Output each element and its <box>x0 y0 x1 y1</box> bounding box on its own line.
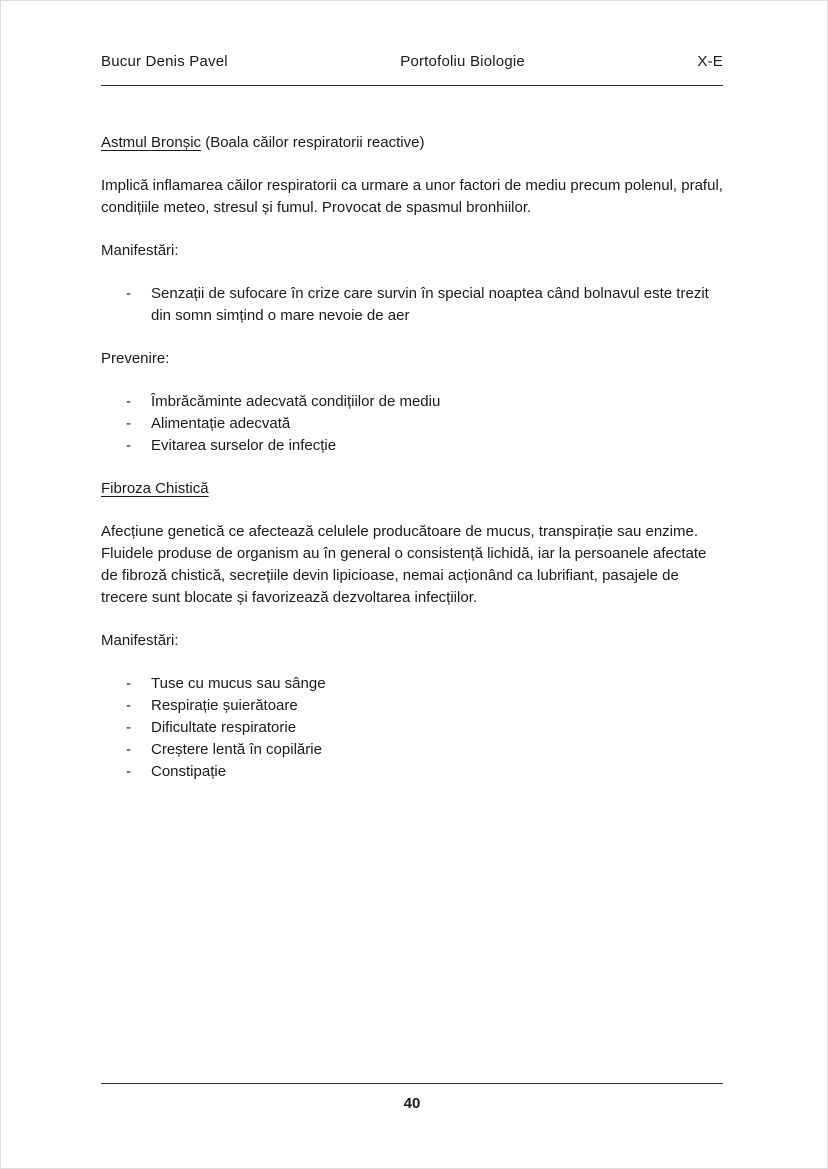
section2-manifestari-list <box>126 673 723 783</box>
list-item <box>126 739 723 761</box>
page-number: 40 <box>403 1095 421 1112</box>
list-item-text: Tuse cu mucus sau sânge <box>151 675 326 692</box>
section2-manifestari-label: Manifestări: <box>101 632 179 649</box>
header-rule <box>101 85 723 86</box>
document-header <box>101 51 723 73</box>
document-body <box>101 132 723 783</box>
document-footer <box>101 1083 723 1115</box>
list-item-text: Dificultate respiratorie <box>151 719 297 736</box>
dash-bullet: - <box>126 763 131 780</box>
list-item-text: Creștere lentă în copilărie <box>151 741 322 758</box>
list-item-text: Îmbrăcăminte adecvată condițiilor de mediu <box>151 393 441 410</box>
list-item-text: Evitarea surselor de infecție <box>151 437 337 454</box>
dash-bullet: - <box>126 741 131 758</box>
list-item-text: Respirație șuierătoare <box>151 697 298 714</box>
section1-prevenire-list <box>126 391 723 457</box>
dash-bullet: - <box>126 697 131 714</box>
list-item <box>126 717 723 739</box>
section1-heading <box>101 132 723 154</box>
section2-heading-underlined: Fibroza Chistică <box>101 480 209 497</box>
dash-bullet: - <box>126 393 131 410</box>
list-item-text: Alimentație adecvată <box>151 415 291 432</box>
list-item-text: Constipație <box>151 763 227 780</box>
section1-manifestari-label: Manifestări: <box>101 242 179 259</box>
header-title: Portofoliu Biologie <box>400 53 525 70</box>
dash-bullet: - <box>126 415 131 432</box>
list-item-text: Senzații de sufocare în crize care survin în special noaptea când bolnavul este trezit din somn simțind o mare nevoie de aer <box>151 285 709 324</box>
section1-heading-suffix: (Boala căilor respiratorii reactive) <box>201 134 425 151</box>
dash-bullet: - <box>126 719 131 736</box>
section1-heading-underlined: Astmul Bronșic <box>101 134 202 151</box>
page-content-area <box>1 1 827 783</box>
section1-paragraph: Implică inflamarea căilor respiratorii ca urmare a unor factori de mediu precum polenul, praful, condițiile meteo, stresul și fumul. Provocat de spasmul bronhiilor. <box>101 177 723 216</box>
list-item <box>126 283 723 327</box>
dash-bullet: - <box>126 675 131 692</box>
section2-paragraph: Afecțiune genetică ce afectează celulele producătoare de mucus, transpirație sau enzime. Fluidele produse de organism au în general o consistență lichidă, iar la persoanele afectate de fibroză chistică, secrețiile devin lipicioase, nemai acționând ca lubrifiant, pasajele de trecere sunt blocate și favorizează dezvoltarea infecțiilor. <box>101 523 707 606</box>
dash-bullet: - <box>126 437 131 454</box>
list-item <box>126 695 723 717</box>
list-item <box>126 761 723 783</box>
list-item <box>126 391 723 413</box>
dash-bullet: - <box>126 285 131 302</box>
section1-manifestari-list <box>126 283 723 327</box>
header-class: X-E <box>697 53 723 70</box>
section2-heading <box>101 478 723 500</box>
list-item <box>126 413 723 435</box>
header-author: Bucur Denis Pavel <box>101 53 228 70</box>
section1-prevenire-label: Prevenire: <box>101 350 170 367</box>
list-item <box>126 673 723 695</box>
footer-rule <box>101 1083 723 1084</box>
list-item <box>126 435 723 457</box>
